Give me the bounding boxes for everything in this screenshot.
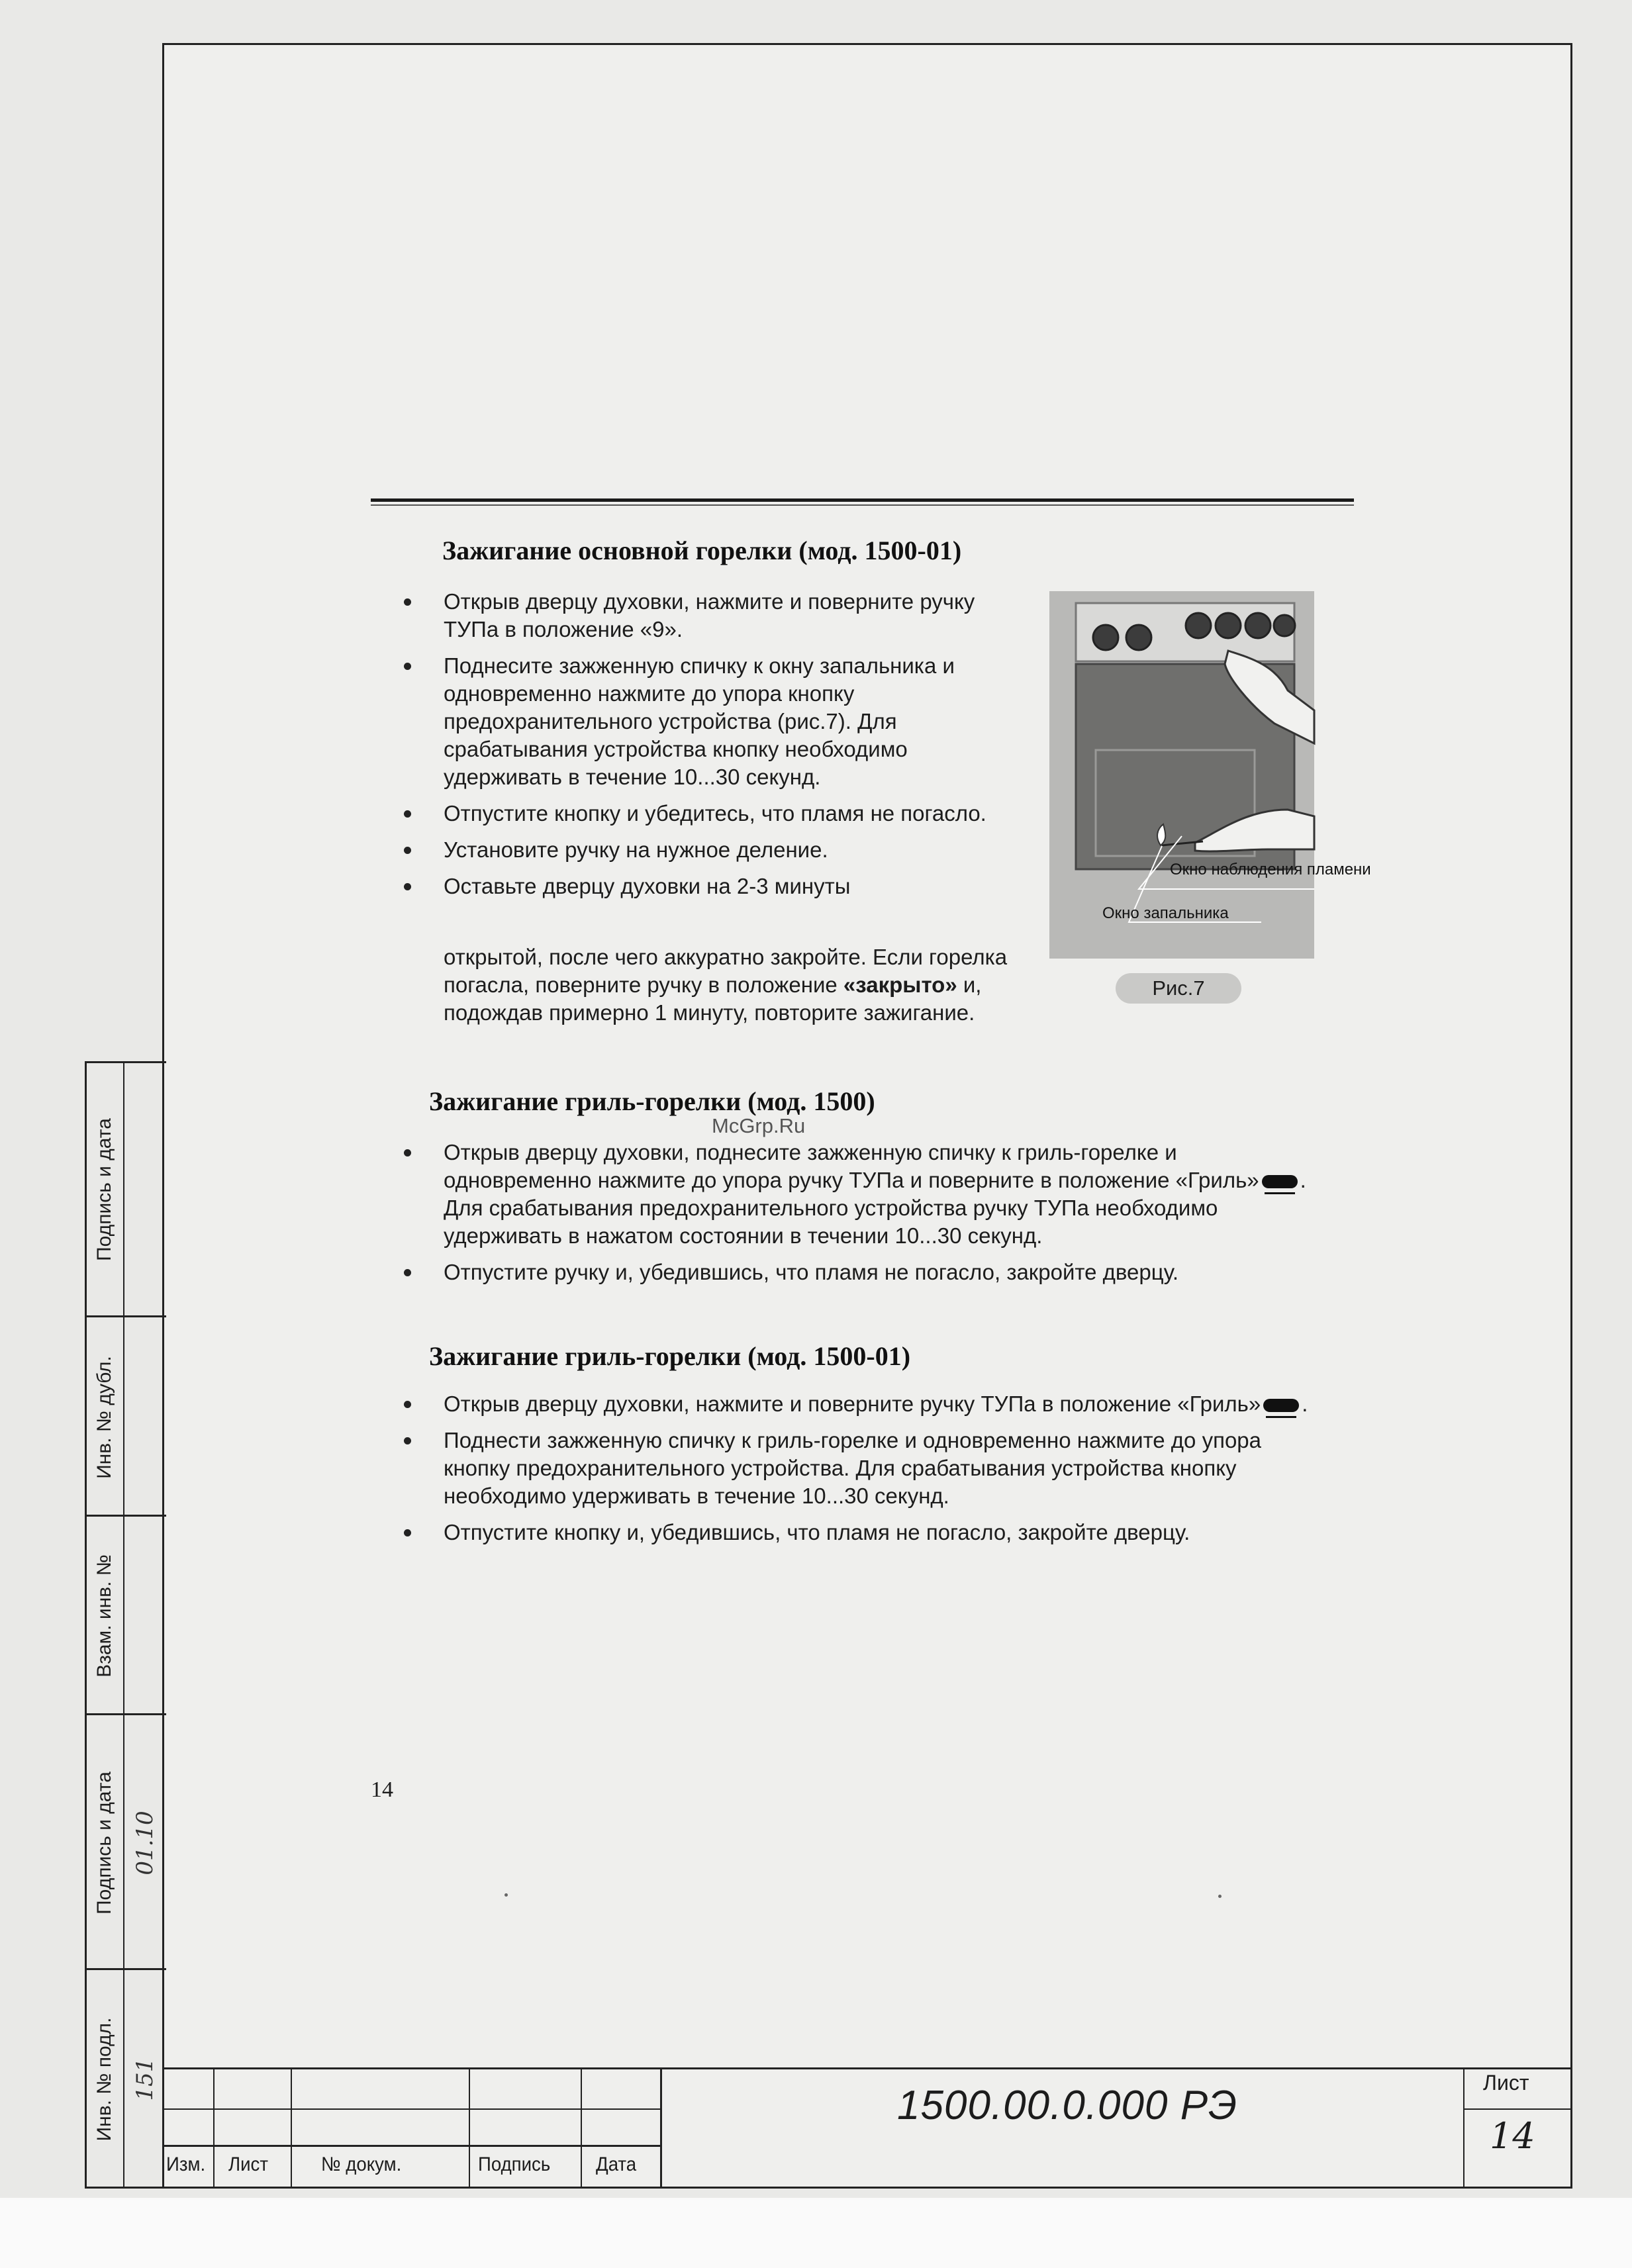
side-row-original-inv xyxy=(87,1968,166,2189)
list-item: Поднесите зажженную спичку к окну запальника и одновременно нажмите до упора кнопку предохранительного устройства (рис.7). Для срабатывания устройства кнопку необходимо удерживать в течение 10...30 секунд. xyxy=(404,652,1030,791)
list-item: Оставьте дверцу духовки на 2-3 минуты xyxy=(404,873,1030,900)
side-label: Инв. № подл. xyxy=(93,2017,115,2142)
header-date: Дата xyxy=(596,2153,637,2175)
header-document-number: № докум. xyxy=(321,2153,402,2175)
watermark: McGrp.Ru xyxy=(712,1114,806,1137)
header-signature: Подпись xyxy=(478,2153,551,2175)
side-row-replaced-inv xyxy=(87,1515,166,1715)
side-label: Подпись и дата xyxy=(93,1117,115,1261)
list-item: Установите ручку на нужное деление. xyxy=(404,836,1030,864)
header-rule-thin xyxy=(371,504,1354,506)
list-item: Отпустите кнопку и, убедившись, что пламя не погасло, закройте дверцу. xyxy=(404,1519,1324,1546)
list-item-continuation: открытой, после чего аккуратно закройте. Если горелка погасла, поверните ручку в положение «закрыто» и, подождав примерно 1 минуту, повторите зажигание. xyxy=(444,945,1008,1025)
title-block xyxy=(162,2067,1570,2187)
side-label: Взам. инв. № xyxy=(93,1554,115,1677)
handwritten-date: 01.10 xyxy=(132,1810,158,1875)
section-grill-1500-list xyxy=(404,1139,1324,1295)
header-change: Изм. xyxy=(166,2153,206,2175)
list-item: Поднести зажженную спичку к гриль-горелке и одновременно нажмите до упора кнопку предохранительного устройства. Для срабатывания устройства кнопку необходимо удерживать в течение 10...30 секунд. xyxy=(404,1427,1324,1510)
section-title-grill-1500: Зажигание гриль-горелки (мод. 1500) xyxy=(429,1086,875,1116)
sheet-number: 14 xyxy=(1490,2115,1535,2157)
list-item: Отпустите ручку и, убедившись, что пламя не погасло, закройте дверцу. xyxy=(404,1258,1324,1286)
grill-symbol-icon xyxy=(1263,1399,1299,1412)
page-bottom-margin xyxy=(0,2198,1632,2268)
section-title-grill-1500-01: Зажигание гриль-горелки (мод. 1500-01) xyxy=(429,1341,911,1371)
figure-caption: Рис.7 xyxy=(1116,973,1241,1004)
label-igniter-window: Окно запальника xyxy=(1102,904,1229,922)
section-grill-1500-01-list xyxy=(404,1390,1324,1555)
side-row-signature-date-1 xyxy=(87,1063,166,1315)
side-row-signature-date-2 xyxy=(87,1713,166,1970)
list-item: Отпустите кнопку и убедитесь, что пламя не погасло. xyxy=(404,800,1030,827)
oven-ignition-figure xyxy=(1049,591,1371,959)
header-rule xyxy=(371,498,1354,502)
handwritten-inventory-number: 151 xyxy=(132,2057,158,2101)
label-flame-window: Окно наблюдения пламени xyxy=(1170,861,1371,878)
side-stamp xyxy=(85,1061,166,2189)
section-main-burner-list xyxy=(404,588,1030,909)
document-code: 1500.00.0.000 РЭ xyxy=(897,2083,1238,2128)
list-item: Открыв дверцу духовки, нажмите и поверните ручку ТУПа в положение «Гриль» . xyxy=(404,1390,1324,1418)
side-row-duplicate-inv xyxy=(87,1315,166,1517)
grill-symbol-icon xyxy=(1262,1175,1298,1188)
speck xyxy=(504,1893,508,1897)
side-label: Подпись и дата xyxy=(93,1771,115,1914)
list-item: Открыв дверцу духовки, нажмите и поверните ручку ТУПа в положение «9». xyxy=(404,588,1030,643)
header-sheet: Лист xyxy=(228,2153,268,2175)
speck xyxy=(1218,1895,1222,1898)
page-number: 14 xyxy=(371,1777,393,1802)
section-title-main-burner: Зажигание основной горелки (мод. 1500-01) xyxy=(442,536,962,565)
list-item: Открыв дверцу духовки, поднесите зажженную спичку к гриль-горелке и одновременно нажмите до упора ручку ТУПа и поверните в положение «Гриль» . Для срабатывания предохранительного устройства ручку ТУПа необходимо удерживать в нажатом состоянии в течении 10...30 секунд. xyxy=(404,1139,1324,1250)
sheet-label: Лист xyxy=(1483,2071,1529,2095)
side-label: Инв. № дубл. xyxy=(93,1355,115,1479)
